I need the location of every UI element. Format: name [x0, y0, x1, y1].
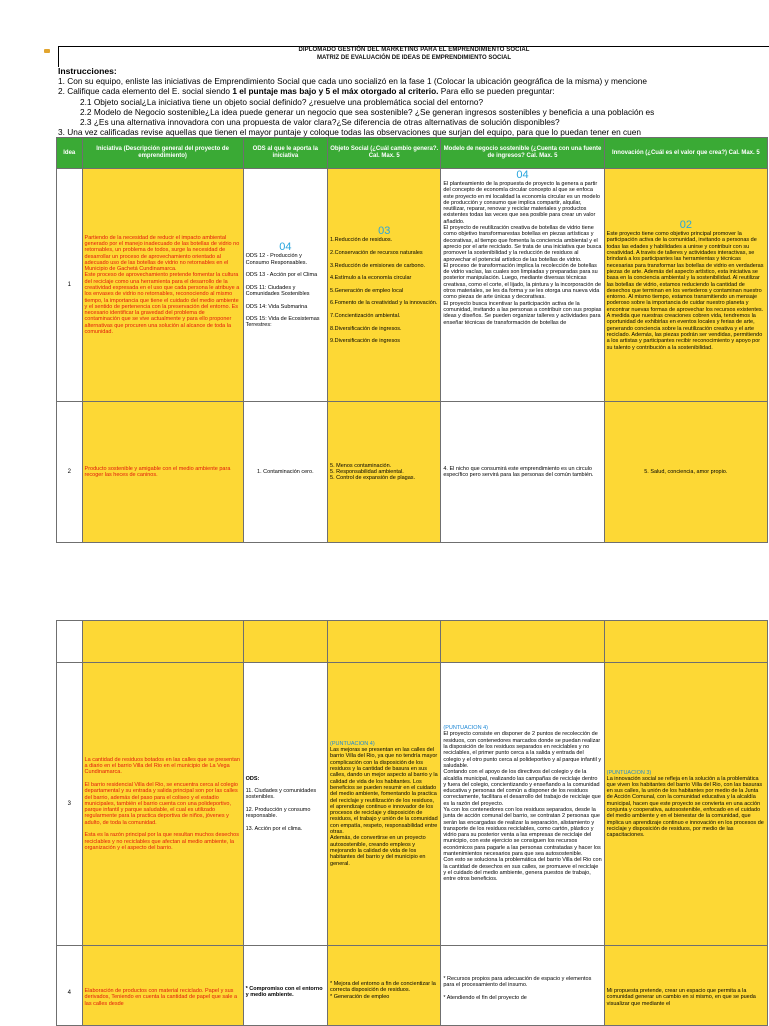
modelo-text: El planteamiento de la propuesta de proyecto la genera a partir del concepto de economía circular concepto al que se enfoca este proyecto en mi localidad la economía circular es un modelo de producción y consumo que implica compartir, alquilar, reutilizar, reparar, renovar y reciclar materiales y productos existentes todas las veces que sea posible para crear un valor añadido. El proyecto de reutilización creativa de botellas de vidrio tiene como objetivo transformarestas botellas en piezas artísticas y decorativas, al tiempo que fomenta la conciencia ambiental y el aprecio por el arte reciclado. Se trata de una iniciativa que busca promover la sostenibilidad y la reducción de residuos al aprovechar el potencial artístico de las botellas de vidrio. El proceso de transformación implica la recolección de botellas de vidrio vacías, las cuales son limpiadas y preparadas para su posterior manipulación. Luego, mediante diversas técnicas creativas, como el corte, el lijado, la pintura y la incorporación de otros materiales, se les da forma y se les otorga una nueva vida como piezas de arte únicas y decorativas. El proyecto busca incentivar la participación activa de la comunidad, invitando a las personas a contribuir con sus propias ideas y diseños. Se pueden organizar talleres y actividades para enseñar técnicas de transformación de botellas de: [443, 181, 602, 326]
table-row-blank: [57, 621, 768, 663]
instruction-2: [58, 86, 768, 96]
header-row: [57, 138, 768, 169]
modelo-cell: [441, 946, 604, 1026]
iniciativa-text: La cantidad de residuos botados en las calles que se presentan a diario en el barrio Villa del Rio en el municipio de La Vega Cundinamarca. El barrio residencial Villa del Rio, se encuentra cerca al colegio departamental y su entrada y salida principal son por las calles del barrio, además del paso para el coliseo y el estadio municipales, también el barrio cuenta con una polideportivo, parque infantil y parque saludable, el cual es utilizado regularmente para la practica deportiva de niños, jóvenes y adulto, de toda la comunidad. Esta es la razón principal por la que resultan muchos desechos reciclables y no reciclables que afectan al medio ambiente, la organización y el aspecto del barrio.: [84, 756, 240, 851]
table-row: [57, 663, 768, 946]
table-row: [57, 169, 768, 402]
col-objeto-social: Objeto Social (¿Cuál cambio genera?. Cal. Max. 5: [328, 138, 441, 169]
instruction-3: 3. Una vez calificadas revise aquellas que tienen el mayor puntaje y coloque todas las observaciones que surjan del equipo, para que lo puedan tener en cuen: [58, 127, 642, 138]
iniciativa-cell: [82, 946, 243, 1026]
ods-cell: [243, 402, 327, 543]
ods-cell: [243, 663, 327, 946]
iniciativa-text: Elaboración de productos con material reciclado. Papel y sus derivados, Teniendo en cuenta la cantidad de papel que sale a las calles desde: [84, 988, 238, 1007]
ods-text: * Compromiso con el entorno y medio ambiente.: [245, 986, 323, 999]
objeto-score: 03: [378, 225, 391, 238]
innovacion-text: Mi propuesta pretende, crear un espacio que permita a la comunidad generar un cambio en si mismo, en que se pueda visualizar que mediante el: [606, 988, 756, 1007]
ods-cell: [243, 169, 327, 402]
objeto-text: 1.Reducción de residuos. 2.Conservación de recursos naturales 3.Reducción de emisiones de carbono. 4.Estímulo a la economía circular 5.Generación de empleo local 6.Fomento de la creatividad y la innovación. 7.Concientización ambiental. 8.Diversificación de ingresos. 9.Diversificación de ingresos: [330, 237, 438, 345]
blank-cell: [328, 621, 441, 663]
col-iniciativa: Iniciativa (Descripción general del proyecto de emprendimiento): [82, 138, 243, 169]
modelo-text: * Recursos propios para adecuación de espacio y elementos para el procesamiento del insumo. * Atendiendo el fin del proyecto de: [443, 976, 592, 1001]
blank-cell: [82, 621, 243, 663]
matrix-title: MATRIZ DE EVALUACIÓN DE IDEAS DE EMPRENDIMIENTO SOCIAL: [316, 55, 511, 61]
question-2-2: 2.2 Modelo de Negocio sostenible¿La idea puede generar un negocio que sea sostenible? ¿Se generan ingresos sostenibles y beneficia a una población es: [80, 106, 655, 117]
col-modelo-negocio: Modelo de negocio sostenible (¿Cuenta con una fuente de ingresos? Cal. Max. 5: [441, 138, 604, 169]
col-innovacion: Innovación (¿Cuál es el valor que crea?) Cal. Max. 5: [604, 138, 767, 169]
ods-cell: [243, 946, 327, 1026]
objeto-cell: [328, 946, 441, 1026]
iniciativa-cell: [82, 402, 243, 543]
modelo-cell: [441, 402, 604, 543]
title-box: [58, 46, 769, 67]
innovacion-text: Este proyecto tiene como objetivo principal promover la participación activa de la comunidad, invitando a personas de todas las edades y habilidades a unirse y contribuir con su creatividad. A través de talleres y actividades interactivas, se brindará a los participantes las herramientas y técnicas necesarias para transformar las botellas de vidrio en verdaderas piezas de arte. Además del aspecto artístico, esta iniciativa se basa en la conciencia ambiental y la sostenibilidad. Al reutilizar las botellas de vidrio, estamos reduciendo la cantidad de desechos que terminan en los vertederos y contaminan nuestro entorno. Al mismo tiempo, estamos transmitiendo un mensaje poderoso sobre la importancia de cuidar nuestro planeta y encontrar nuevas formas de aprovechar los recursos existentes. A medida que nuestras creaciones cobren vida, tendremos la oportunidad de exhibirlas en eventos locales y ferias de arte, generando conciencia sobre la reutilización creativa y el arte reciclado. Además, las piezas podrán ser vendidas, permitiendo a los artistas y participantes recibir reconocimiento y apoyo por su talento y contribución a la sostenibilidad.: [606, 231, 764, 351]
innovacion-text: La innovación social se refleja en la solución a la problemática que viven los habitantes del barrio Villa del Rio, con las basuras en sus calles, la unión de los habitantes por medio de la Junta de Acción Comunal, con la comunidad educativa y la alcaldía municipal, hacen que este proyecto se convierta en una acción conjunta y cooperativa, autosostenible, enfocado en el cuidado del medio ambiente y en el bienestar de la comunidad, que implica un aprendizaje continuo e innovación en los procesos de reciclaje y disposición de residuos, por medio de las capacitaciones.: [606, 775, 766, 839]
innovacion-text: 5. Salud, conciencia, amor propio.: [644, 468, 728, 475]
logo-mark: [44, 49, 50, 53]
diplomado-title: DIPLOMADO GESTIÓN DEL MARKETING PARA EL EMPRENDIMIENTO SOCIAL: [298, 47, 530, 53]
modelo-text: El proyecto consiste en disponer de 2 puntos de recolección de residuos, con contenedores marcados donde se puedan realizar la disposición de los residuos separados en reciclables y no reciclables, el primer punto cerca a la salida y entrada del colegio y el otro punto cerca al polideportivo y al parque infantil y saludable. Contando con el apoyo de los directivos del colegio y de la alcaldía municipal, realizando las campañas de reciclaje dentro y fuera del colegio, concientizando y enseñando a la comunidad educativa y personas del común a disponer de los residuos correctamente, facilitara el desarrollo del trabajo de reciclaje que es la razón del proyecto. Ya con los contenedores con los residuos separados, desde la junta de acción comunal del barrio, se contratan 2 personas que serán las encargadas de realizar la separación, alistamiento y transporte de los residuos reciclables, como cartón, plástico y vidrio para su posterior venta a las empresas de reciclaje del municipio, con este ejercicio se consiguen los recursos económicos para pagarle a las personas contratadas y hacer los mantenimientos necesarios para que sea autosostenible. Con esto se soluciona la problemática del barrio Villa del Rio con la cantidad de desechos en sus calles, se promueve el reciclaje y el cuidado del medio ambiente, genera puestos de trabajo, entre otros beneficios.: [443, 731, 602, 883]
modelo-cell: [441, 169, 604, 402]
instruction-2-b: 1 el puntaje mas bajo y 5 el máx otorgado al criterio.: [232, 86, 439, 97]
objeto-text: Las mejoras se presentan en las calles del barrio Villa del Rio, ya que no tendría mayor complicación con la disposición de los residuos y la cantidad de basura en sus calles, dando un mejor aspecto al barrio y la calidad de vida de los habitantes. Los beneficios se pueden resumir en el cuidado del medio ambiente, fomentando la practica del reciclaje y reutilización de los residuos, el aprendizaje continuo e innovador de los procesos de reciclaje y disposición de residuos, el trabajo y unión de la comunidad con empatía, respeto, responsabilidad entre otras. Además, de convertirse en un proyecto autosostenible, creando empleos y mejorando la calidad de vida de los habitantes del barrio y del municipio en general.: [330, 747, 438, 867]
iniciativa-cell: [82, 169, 243, 402]
modelo-text: 4. El nicho que consumirá este emprendimiento es un circulo específico pero servirá para las personas del común también.: [443, 465, 594, 478]
modelo-score-label: (PUNTUACION 4): [443, 725, 488, 732]
ods-text: ODS 12 - Producción y Consumo Responsables. ODS 13 - Acción por el Clima ODS 11: Ciudades y Comunidades Sostenibles ODS 14: Vida Submarina ODS 15: Vida de Ecosistemas Terrestres:: [245, 253, 320, 329]
instructions: [58, 66, 768, 137]
idea-number: 4: [57, 946, 83, 1026]
evaluation-table-top: [56, 137, 768, 543]
ods-score: 04: [279, 241, 292, 254]
iniciativa-text: Partiendo de la necesidad de reducir el impacto ambiental generado por el manejo inadecuado de las botellas de vidrio no retornables, un problema de todos, surge la necesidad de desarrollar un proceso de aprovechamiento orientado al adecuado uso de las botellas de vidrio no retornables en el Municipio de Gachetá Cundinamarca. Este proceso de aprovechamiento pretende fomentar la cultura del reciclaje como una herramienta para el desarrollo de la creatividad expresada en el uso que cada persona le atribuye a los envases de vidrio no retornables, reconociendo al mismo tiempo, la importancia que tiene el cuidado del medio ambiente y el sentido de pertenencia con la preservación del entorno. Es necesario identificar la gravedad del problema de contaminación que se vive actualmente y para ello proponer alternativas que procuren una solución al alcance de toda la comunidad.: [84, 234, 240, 336]
iniciativa-cell: [82, 663, 243, 946]
ods-text: 11. Ciudades y comunidades sostenibles. 12. Producción y consumo responsable. 13. Acción por el clima.: [245, 788, 317, 832]
innovacion-score-label: (PUNTUACION 3): [606, 769, 652, 776]
instruction-1: 1. Con su equipo, enliste las iniciativas de Emprendimiento Social que cada uno socializó en la fase 1 (Colocar la ubicación geográfica de la misma) y mencione: [58, 76, 647, 87]
table-row: [57, 946, 768, 1026]
objeto-cell: [328, 663, 441, 946]
modelo-cell: [441, 663, 604, 946]
col-ods: ODS al que le aporta la iniciativa: [243, 138, 327, 169]
objeto-text: 5. Menos contaminación. 5. Responsabilidad ambiental. 5. Control de expansión de plagas.: [330, 462, 416, 482]
ods-text: 1. Contaminación cero.: [257, 468, 314, 475]
idea-number: 1: [57, 169, 83, 402]
question-2-3: 2.3 ¿Es una alternativa innovadora con una propuesta de valor clara?¿Se diferencia de otras alternativas de solución disponibles?: [80, 117, 560, 128]
innovacion-cell: [604, 946, 767, 1026]
blank-cell: [57, 621, 83, 663]
iniciativa-text: Producto sostenible y amigable con el medio ambiente para recoger las heces de caninos.: [84, 465, 231, 478]
innovacion-cell: [604, 402, 767, 543]
blank-cell: [441, 621, 604, 663]
idea-number: 2: [57, 402, 83, 543]
instructions-heading: Instrucciones:: [58, 66, 117, 76]
objeto-cell: [328, 169, 441, 402]
objeto-score-label: (PUNTUACION 4): [330, 741, 375, 748]
instruction-2-a: 2. Califique cada elemento del E. social siendo: [58, 86, 233, 97]
innovacion-score: 02: [679, 219, 692, 232]
col-idea: Idea: [57, 138, 83, 169]
objeto-text: * Mejora del entorno a fin de concientizar la correcta disposición de residuos. * Generación de empleo: [330, 981, 436, 1000]
table-row: [57, 402, 768, 543]
modelo-score: 04: [516, 169, 529, 181]
evaluation-table-bottom: [56, 620, 768, 1026]
blank-cell: [604, 621, 767, 663]
innovacion-cell: [604, 663, 767, 946]
instruction-2-c: Para ello se pueden preguntar:: [438, 86, 555, 97]
blank-cell: [243, 621, 327, 663]
idea-number: 3: [57, 663, 83, 946]
objeto-cell: [328, 402, 441, 543]
ods-title: ODS:: [245, 775, 260, 782]
question-2-1: 2.1 Objeto social¿La iniciativa tiene un objeto social definido? ¿resuelve una problemática social del entorno?: [80, 96, 484, 107]
innovacion-cell: [604, 169, 767, 402]
